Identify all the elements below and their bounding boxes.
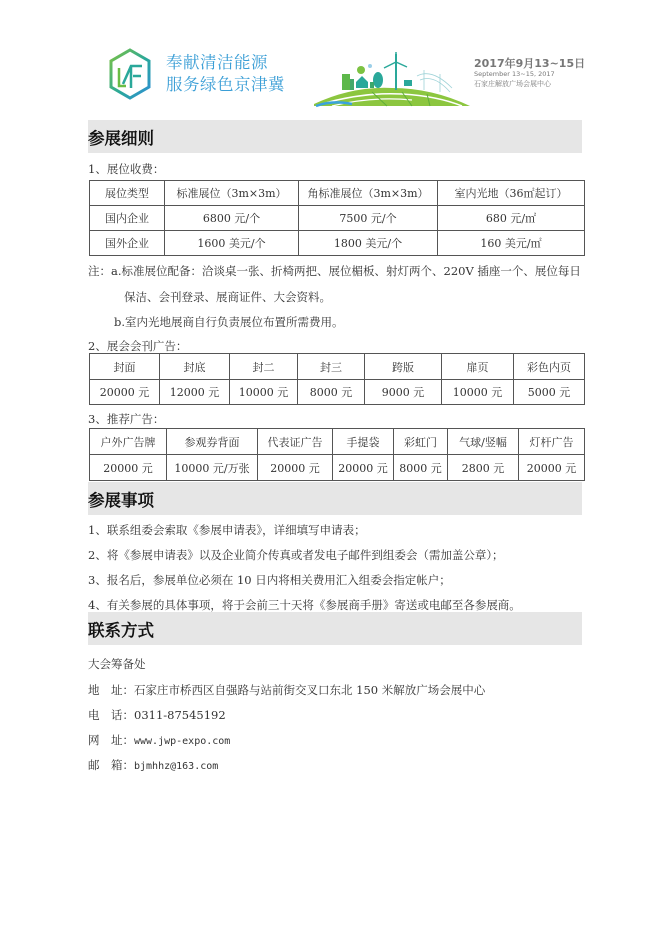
green-energy-illustration xyxy=(312,48,472,108)
promo-ads-label: 3、推荐广告： xyxy=(88,412,165,426)
table-header-cell: 参观券背面 xyxy=(167,429,258,455)
table-row xyxy=(90,455,585,481)
catalog-ads-label: 2、展会会刊广告： xyxy=(88,339,188,353)
slogan xyxy=(166,52,285,96)
table-header-cell: 室内光地（36㎡起订） xyxy=(438,181,585,206)
table-cell: 680 元/㎡ xyxy=(438,206,585,231)
table-cell: 8000 元 xyxy=(298,380,365,405)
table-row xyxy=(90,380,585,405)
table-header-row xyxy=(90,354,585,380)
table-cell: 国内企业 xyxy=(90,206,165,231)
table-cell: 20000 元 xyxy=(333,455,394,481)
table-cell: 6800 元/个 xyxy=(165,206,299,231)
table-cell: 12000 元 xyxy=(160,380,230,405)
table-cell: 20000 元 xyxy=(519,455,585,481)
table-header-cell: 标准展位（3m×3m） xyxy=(165,181,299,206)
table-cell: 7500 元/个 xyxy=(299,206,438,231)
table-cell: 国外企业 xyxy=(90,231,165,256)
catalog-ads-table xyxy=(89,353,585,405)
website-link[interactable]: www.jwp-expo.com xyxy=(134,736,231,747)
fees-label: 1、展位收费： xyxy=(88,162,165,176)
section-title: 参展事项 xyxy=(88,491,154,510)
event-info xyxy=(474,58,585,89)
table-header-cell: 扉页 xyxy=(442,354,514,380)
email-link[interactable]: bjmhhz@163.com xyxy=(134,761,219,772)
list-item: 1、联系组委会索取《参展申请表》，详细填写申请表； xyxy=(88,523,366,537)
table-header-cell: 灯杆广告 xyxy=(519,429,585,455)
table-cell: 9000 元 xyxy=(365,380,442,405)
table-cell: 20000 元 xyxy=(90,455,167,481)
section-header-contact xyxy=(88,612,582,645)
note-a-line1: 注：a.标准展位配备：洽谈桌一张、折椅两把、展位楣板、射灯两个、220V 插座一个、展位每日 xyxy=(88,264,581,278)
table-cell: 20000 元 xyxy=(258,455,333,481)
table-header-cell: 封面 xyxy=(90,354,160,380)
section-title: 参展细则 xyxy=(88,129,154,148)
website-label: 网 址： xyxy=(88,733,134,747)
table-cell: 2800 元 xyxy=(448,455,519,481)
slogan-line1: 奉献清洁能源 xyxy=(166,53,268,72)
section-header-rules xyxy=(88,120,582,153)
section-header-notes xyxy=(88,482,582,515)
table-header-cell: 户外广告牌 xyxy=(90,429,167,455)
promo-ads-table xyxy=(89,428,585,481)
table-cell: 5000 元 xyxy=(514,380,585,405)
table-cell: 160 美元/㎡ xyxy=(438,231,585,256)
table-header-cell: 封二 xyxy=(230,354,298,380)
table-header-cell: 跨版 xyxy=(365,354,442,380)
table-row xyxy=(90,206,585,231)
table-header-row xyxy=(90,181,585,206)
table-header-cell: 手提袋 xyxy=(333,429,394,455)
table-cell: 10000 元 xyxy=(230,380,298,405)
table-header-cell: 气球/竖幅 xyxy=(448,429,519,455)
table-cell: 1600 美元/个 xyxy=(165,231,299,256)
address-label: 地 址： xyxy=(88,683,134,697)
table-header-cell: 代表证广告 xyxy=(258,429,333,455)
table-cell: 1800 美元/个 xyxy=(299,231,438,256)
table-header-cell: 封三 xyxy=(298,354,365,380)
email-row xyxy=(88,757,218,773)
table-cell: 8000 元 xyxy=(394,455,448,481)
slogan-line2: 服务绿色京津冀 xyxy=(166,75,285,94)
address-row xyxy=(88,682,485,698)
phone-row xyxy=(88,707,226,723)
table-header-cell: 展位类型 xyxy=(90,181,165,206)
table-cell: 10000 元/万张 xyxy=(167,455,258,481)
booth-fees-table xyxy=(89,180,585,256)
event-date-en: September 13~15, 2017 xyxy=(474,70,555,78)
table-cell: 10000 元 xyxy=(442,380,514,405)
table-header-cell: 彩色内页 xyxy=(514,354,585,380)
section-title: 联系方式 xyxy=(88,621,154,640)
table-header-cell: 封底 xyxy=(160,354,230,380)
list-item: 3、报名后，参展单位必须在 10 日内将相关费用汇入组委会指定帐户； xyxy=(88,573,451,587)
table-header-row xyxy=(90,429,585,455)
list-item: 2、将《参展申请表》以及企业简介传真或者发电子邮件到组委会（需加盖公章）； xyxy=(88,548,504,562)
website-row xyxy=(88,732,230,748)
table-cell: 20000 元 xyxy=(90,380,160,405)
event-date-cn: 2017年9月13~15日 xyxy=(474,57,586,70)
note-b: b.室内光地展商自行负责展位布置所需费用。 xyxy=(114,315,344,329)
phone-label: 电 话： xyxy=(88,708,134,722)
phone-value: 0311-87545192 xyxy=(134,708,226,722)
note-a-line2: 保洁、会刊登录、展商证件、大会资料。 xyxy=(124,290,331,304)
list-item: 4、有关参展的具体事项，将于会前三十天将《参展商手册》寄送或电邮至各参展商。 xyxy=(88,598,521,612)
table-header-cell: 角标准展位（3m×3m） xyxy=(299,181,438,206)
event-venue: 石家庄解放广场会展中心 xyxy=(474,80,551,88)
table-header-cell: 彩虹门 xyxy=(394,429,448,455)
address-value: 石家庄市桥西区自强路与站前街交叉口东北 150 米解放广场会展中心 xyxy=(134,683,486,697)
hexagon-logo-icon xyxy=(108,48,152,100)
table-row xyxy=(90,231,585,256)
email-label: 邮 箱： xyxy=(88,758,134,772)
organizer: 大会筹备处 xyxy=(88,657,146,671)
